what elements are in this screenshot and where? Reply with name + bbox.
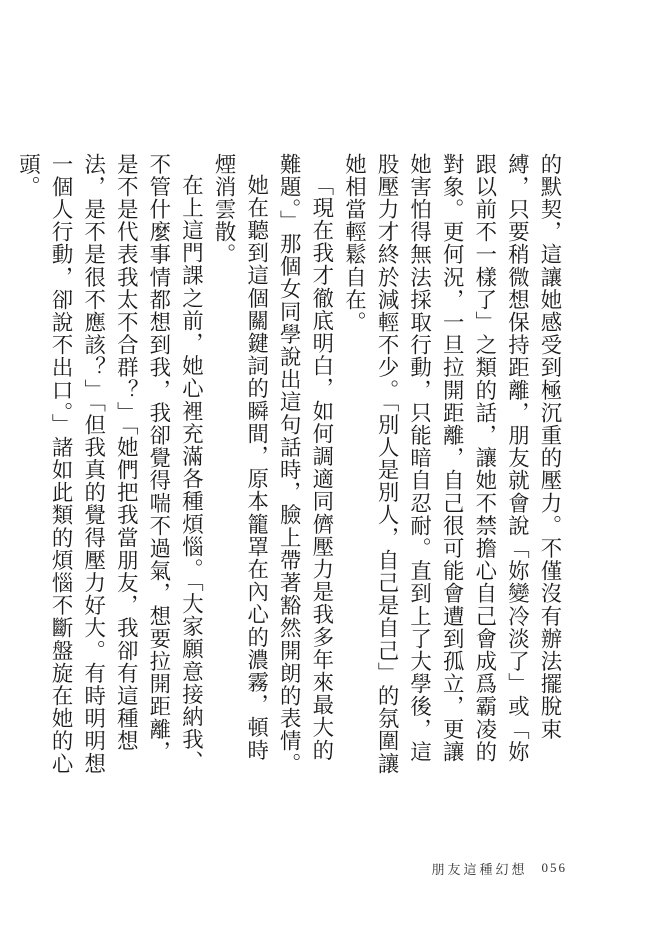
paragraph-2: 「現在我才徹底明白，如何調適同儕壓力是我多年來最大的難題。」那個女同學說出這句話時，臉上帶著豁然開朗的表情。: [276, 153, 334, 776]
page-footer: [431, 858, 567, 878]
body-text: [11, 153, 565, 778]
paragraph-4: 在上這門課之前，她心裡充滿各種煩惱。「大家願意接納我、不管什麼事情都想到我，我卻覺得喘不過氣，想要拉開距離，是不是代表我太不合群？」「她們把我當朋友，我卻有這種想法，是不是很不應該？」「但我真的覺得壓力好大。有時明明想一個人行動，卻說不出口。」諸如此類的煩惱不斷盤旋在她的心頭。: [15, 153, 204, 776]
paragraph-1: 的默契，這讓她感受到極沉重的壓力。不僅沒有辦法擺脫束縛，只要稍微想保持距離，朋友就會說「妳變冷淡了」或「妳跟以前不一樣了」之類的話，讓她不禁擔心自己會成爲霸凌的對象。更何況，一旦拉開距離，自己很可能會遭到孤立，更讓她害怕得無法採取行動，只能暗自忍耐。直到上了大學後，這股壓力才終於減輕不少。「別人是別人，自己是自己」的氛圍讓她相當輕鬆自在。: [341, 153, 562, 776]
paragraph-3: 她在聽到這個關鍵詞的瞬間，原本籠罩在內心的濃霧，頓時煙消雲散。: [211, 153, 269, 762]
running-title: 朋友這種幻想: [431, 862, 528, 878]
page-number: 056: [541, 860, 567, 875]
